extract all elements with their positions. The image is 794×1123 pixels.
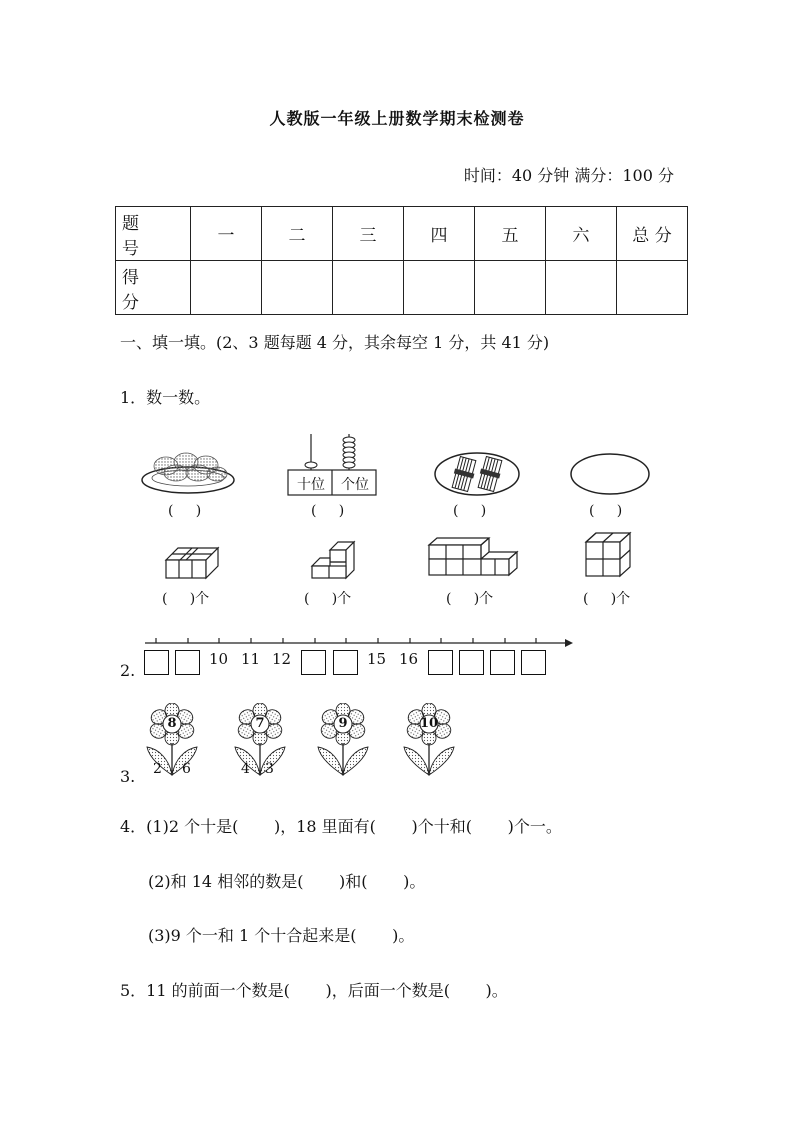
number-flower-10: [402, 703, 458, 779]
number-flower-9: [316, 703, 372, 779]
number-flower-7: [233, 703, 289, 779]
score-cell[interactable]: [546, 261, 617, 315]
answer-blank[interactable]: ( ): [168, 503, 202, 519]
score-table-col-1: 一: [191, 207, 262, 261]
number-line-label: 10: [209, 650, 229, 668]
number-flower-8: [145, 703, 201, 779]
score-cell[interactable]: [262, 261, 333, 315]
abacus-tens-label: 十位: [297, 477, 325, 493]
abacus-ones-label: 个位: [341, 477, 369, 493]
score-table-col-4: 四: [404, 207, 475, 261]
flower-left-leaf-blank[interactable]: [322, 757, 340, 773]
empty-plate-image: [568, 450, 652, 498]
number-line-blank[interactable]: [301, 650, 326, 675]
flower-left-leaf-blank[interactable]: [408, 757, 426, 773]
number-line-blank[interactable]: [333, 650, 358, 675]
number-line-label: 15: [367, 650, 387, 668]
score-table-col-3: 三: [333, 207, 404, 261]
time-and-score-info: 时间：40 分钟 满分：100 分: [463, 166, 674, 185]
number-line-label: 12: [272, 650, 292, 668]
score-cell[interactable]: [333, 261, 404, 315]
flower-center-number: 8: [167, 716, 177, 731]
score-cell[interactable]: [404, 261, 475, 315]
number-line-label: 11: [241, 650, 261, 668]
answer-blank-count[interactable]: ( )个: [446, 591, 494, 607]
cubes-figure-b: [308, 536, 360, 582]
question-2-number: 2.: [120, 661, 136, 680]
flower-center-number: 10: [419, 716, 439, 731]
number-line-blank[interactable]: [459, 650, 484, 675]
cubes-figure-a: [160, 540, 224, 582]
flower-right-leaf-blank[interactable]: [348, 757, 366, 773]
score-table-col-2: 二: [262, 207, 333, 261]
score-table-header-label: 题 号: [116, 207, 191, 261]
flower-right-leaf-number: 3: [265, 761, 274, 777]
cubes-figure-d: [582, 530, 638, 582]
score-cell[interactable]: [191, 261, 262, 315]
answer-blank-count[interactable]: ( )个: [304, 591, 352, 607]
flower-right-leaf-number: 6: [182, 761, 191, 777]
flower-left-leaf-number: 2: [153, 761, 162, 777]
cubes-figure-c: [425, 535, 523, 581]
flower-center-number: 9: [338, 716, 348, 731]
question-4-part-3: (3)9 个一和 1 个十合起来是( )。: [148, 926, 415, 945]
number-line-blank[interactable]: [428, 650, 453, 675]
answer-blank[interactable]: ( ): [311, 503, 345, 519]
document-title: 人教版一年级上册数学期末检测卷: [269, 109, 525, 128]
question-1-label: 1．数一数。: [120, 388, 211, 407]
score-table-col-total: 总 分: [617, 207, 688, 261]
question-3-number: 3.: [120, 767, 136, 786]
score-row-label: 得 分: [116, 261, 191, 315]
score-table: [115, 206, 688, 315]
number-line-blank[interactable]: [175, 650, 200, 675]
score-table-col-5: 五: [475, 207, 546, 261]
question-5: 5．11 的前面一个数是( )，后面一个数是( )。: [120, 981, 508, 1000]
stick-bundles-image: [432, 450, 522, 498]
answer-blank[interactable]: ( ): [453, 503, 487, 519]
number-line-blank[interactable]: [521, 650, 546, 675]
score-table-header-row: [116, 207, 688, 261]
flower-right-leaf-blank[interactable]: [434, 757, 452, 773]
score-table-score-row: [116, 261, 688, 315]
number-line-label: 16: [399, 650, 419, 668]
answer-blank[interactable]: ( ): [589, 503, 623, 519]
section-1-heading: 一、填一填。(2、3 题每题 4 分，其余每空 1 分，共 41 分): [120, 333, 550, 352]
question-4-part-2: (2)和 14 相邻的数是( )和( )。: [148, 872, 426, 891]
flower-left-leaf-number: 4: [241, 761, 250, 777]
score-table-col-6: 六: [546, 207, 617, 261]
answer-blank-count[interactable]: ( )个: [583, 591, 631, 607]
number-line-blank[interactable]: [144, 650, 169, 675]
score-cell[interactable]: [475, 261, 546, 315]
number-line-blank[interactable]: [490, 650, 515, 675]
score-cell[interactable]: [617, 261, 688, 315]
flower-center-number: 7: [255, 716, 265, 731]
plate-of-dumplings-image: [140, 440, 240, 498]
answer-blank-count[interactable]: ( )个: [162, 591, 210, 607]
question-4-part-1: 4．(1)2 个十是( )，18 里面有( )个十和( )个一。: [120, 817, 562, 836]
